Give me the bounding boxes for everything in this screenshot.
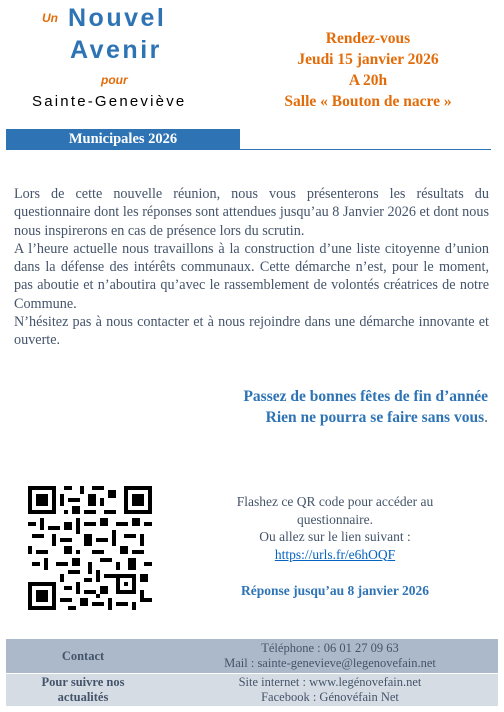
footer-facebook[interactable]: Facebook : Génovéfain Net [261,690,399,704]
logo-nouvel: Nouvel [68,4,167,32]
footer-follow-row [6,674,498,706]
section-banner: Municipales 2026 [6,129,240,150]
paragraph-contact: N’hésitez pas à nous contacter et à nous rejoindre dans une démarche innovante et ouverte. [14,314,489,349]
greetings-line-1: Passez de bonnes fêtes de fin d’année [243,388,488,405]
questionnaire-link[interactable]: https://urls.fr/e6hOQF [274,546,396,562]
meeting-place: Salle « Bouton de nacre » [284,93,452,110]
footer-mail[interactable]: Mail : sainte-genevieve@legenovefain.net [224,656,436,670]
meeting-time: A 20h [348,72,388,89]
banner-rule [240,149,491,150]
logo-avenir: Avenir [70,36,162,64]
footer-contact-label: Contact [61,649,105,663]
footer-phone: Téléphone : 06 01 27 09 63 [261,641,399,655]
greetings-line-2: Rien ne pourra se faire sans vous. [265,409,488,426]
response-deadline: Réponse jusqu’au 8 janvier 2026 [240,583,430,598]
footer-site[interactable]: Site internet : www.legénovefain.net [238,675,422,689]
meeting-title: Rendez-vous [325,30,411,47]
logo-town: Sainte-Geneviève [32,93,187,110]
meeting-info [248,28,488,112]
paragraph-list: A l’heure actuelle nous travaillons à la construction d’une liste citoyenne d’union dans la défense des intérêts communaux. Cette démarche n’est, pour le moment, pas aboutie et n’aboutira qu’avec le rassemblement de volontés créatrices de notre Commune. [14,240,489,312]
footer-follow-label: Pour suivre nos actualités [41,675,125,704]
qr-code-icon[interactable] [28,486,152,610]
qr-caption [210,493,460,563]
body-text [14,185,489,350]
footer-contact-row [6,639,498,673]
qr-link-intro: Ou allez sur le lien suivant : [259,529,411,544]
logo-un: Un [42,11,58,25]
logo-pour: pour [101,73,128,87]
greetings [160,386,488,428]
meeting-date: Jeudi 15 janvier 2026 [297,51,439,68]
qr-instruction: Flashez ce QR code pour accéder au questionnaire. [236,494,434,527]
paragraph-meeting: Lors de cette nouvelle réunion, nous vous présenterons les résultats du questionnaire dont les réponses sont attendues jusqu’au 8 Janvier 2026 et dont nous nous inspirerons en cas de présence lors du scrutin. [14,186,489,239]
